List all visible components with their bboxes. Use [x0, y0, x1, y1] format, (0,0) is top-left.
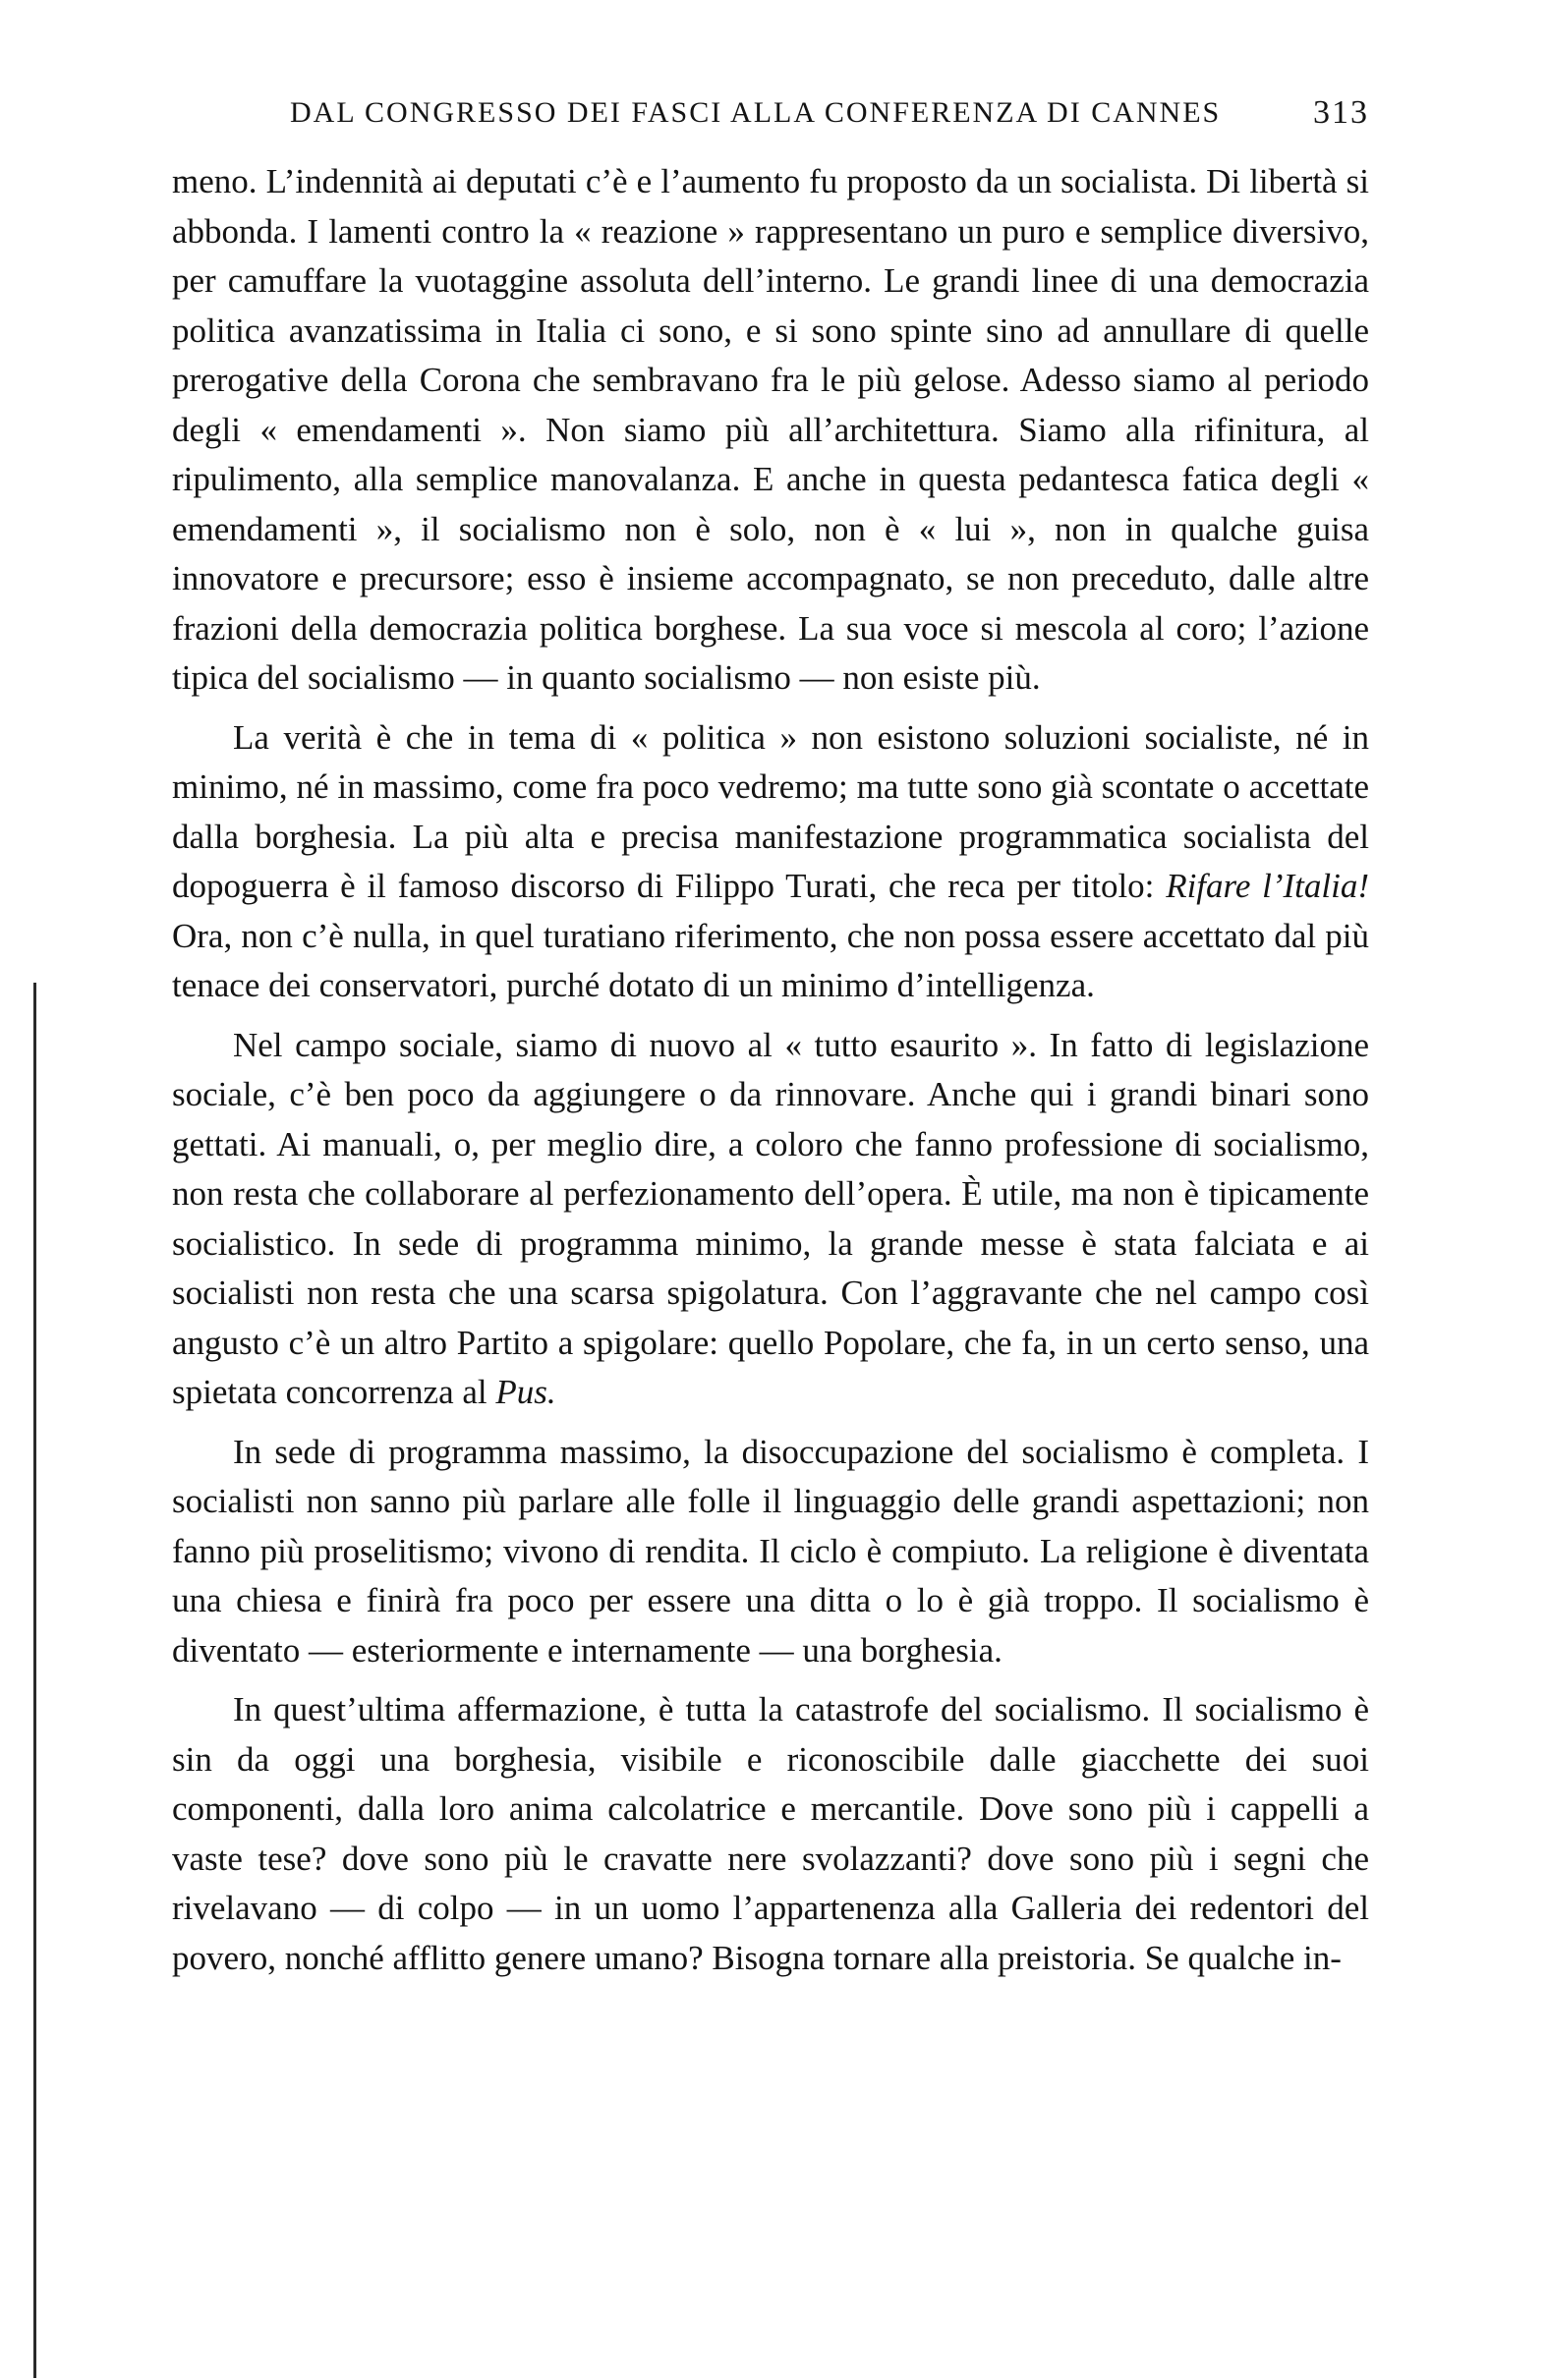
page-number: 313 [1313, 94, 1369, 131]
paragraph-campo-sociale [172, 1021, 1369, 1418]
paragraph-text: La verità è che in tema di « politica » non esistono soluzioni socialiste, né in minimo, né in massimo, come fra poco vedremo; ma tutte sono già scontate o accettate dalla borghesia. La più alta e precisa manifestazione programmatica socialista del dopoguerra è il famoso discorso di Filippo Turati, che reca per titolo: [172, 717, 1369, 905]
paragraph-catastrofe: In quest’ultima affermazione, è tutta la catastrofe del socialismo. Il socialismo è sin da oggi una borghesia, visibile e riconoscibile dalle giacchette dei suoi componenti, dalla loro anima calcolatrice e mercantile. Dove sono più i cappelli a vaste tese? dove sono più le cravatte nere svolazzanti? dove sono più i segni che rivelavano — di colpo — in un uomo l’appartenenza alla Galleria dei redentori del povero, nonché afflitto genere umano? Bisogna tornare alla preistoria. Se qualche in- [172, 1690, 1369, 1977]
italic-abbreviation: Pus. [495, 1373, 556, 1411]
book-page [172, 90, 1369, 1993]
paragraph-programma-massimo: In sede di programma massimo, la disoccupazione del socialismo è completa. I socialisti non sanno più parlare alle folle il linguaggio delle grandi aspettazioni; non fanno più proselitismo; vivono di rendita. Il ciclo è compiuto. La religione è diventata una chiesa e finirà fra poco per essere una ditta o lo è già troppo. Il socialismo è diventato — esteriormente e internamente — una borghesia. [172, 1432, 1369, 1670]
running-title: DAL CONGRESSO DEI FASCI ALLA CONFERENZA DI CANNES [290, 96, 1222, 129]
paragraph-politica [172, 713, 1369, 1011]
running-header [290, 90, 1369, 149]
paragraph-text: Nel campo sociale, siamo di nuovo al « tutto esaurito ». In fatto di legislazione sociale, c’è ben poco da aggiungere o da rinnovare. Anche qui i grandi binari sono gettati. Ai manuali, o, per meglio dire, a coloro che fanno professione di socialismo, non resta che collaborare al perfezionamento dell’opera. È utile, ma non è tipicamente socialistico. In sede di programma minimo, la grande messe è stata falciata e ai socialisti non resta che una scarsa spigolatura. Con l’aggravante che nel campo così angusto c’è un altro Partito a spigolare: quello Popolare, che fa, in un certo senso, una spietata concorrenza al [172, 1025, 1369, 1411]
body-text [172, 157, 1369, 1983]
italic-title: Rifare l’Italia! [1166, 867, 1370, 905]
scan-edge-line [33, 983, 36, 2378]
paragraph-continued: meno. L’indennità ai deputati c’è e l’aumento fu proposto da un socialista. Di libertà si abbonda. I lamenti contro la « reazione » rappresentano un puro e semplice diversivo, per camuffare la vuotaggine assoluta dell’interno. Le grandi linee di una democrazia politica avanzatissima in Italia ci sono, e si sono spinte sino ad annullare di quelle prerogative della Corona che sembravano fra le più gelose. Adesso siamo al periodo degli « emendamenti ». Non siamo più all’architettura. Siamo alla rifinitura, al ripulimento, alla semplice manovalanza. E anche in questa pedantesca fatica degli « emendamenti », il socialismo non è solo, non è « lui », non in qualche guisa innovatore e precursore; esso è insieme accompagnato, se non preceduto, dalle altre frazioni della democrazia politica borghese. La sua voce si mescola al coro; l’azione tipica del socialismo — in quanto socialismo — non esiste più. [172, 162, 1369, 697]
paragraph-text: Ora, non c’è nulla, in quel turatiano riferimento, che non possa essere accettato dal più tenace dei conservatori, purché dotato di un minimo d’intelligenza. [172, 916, 1369, 1004]
